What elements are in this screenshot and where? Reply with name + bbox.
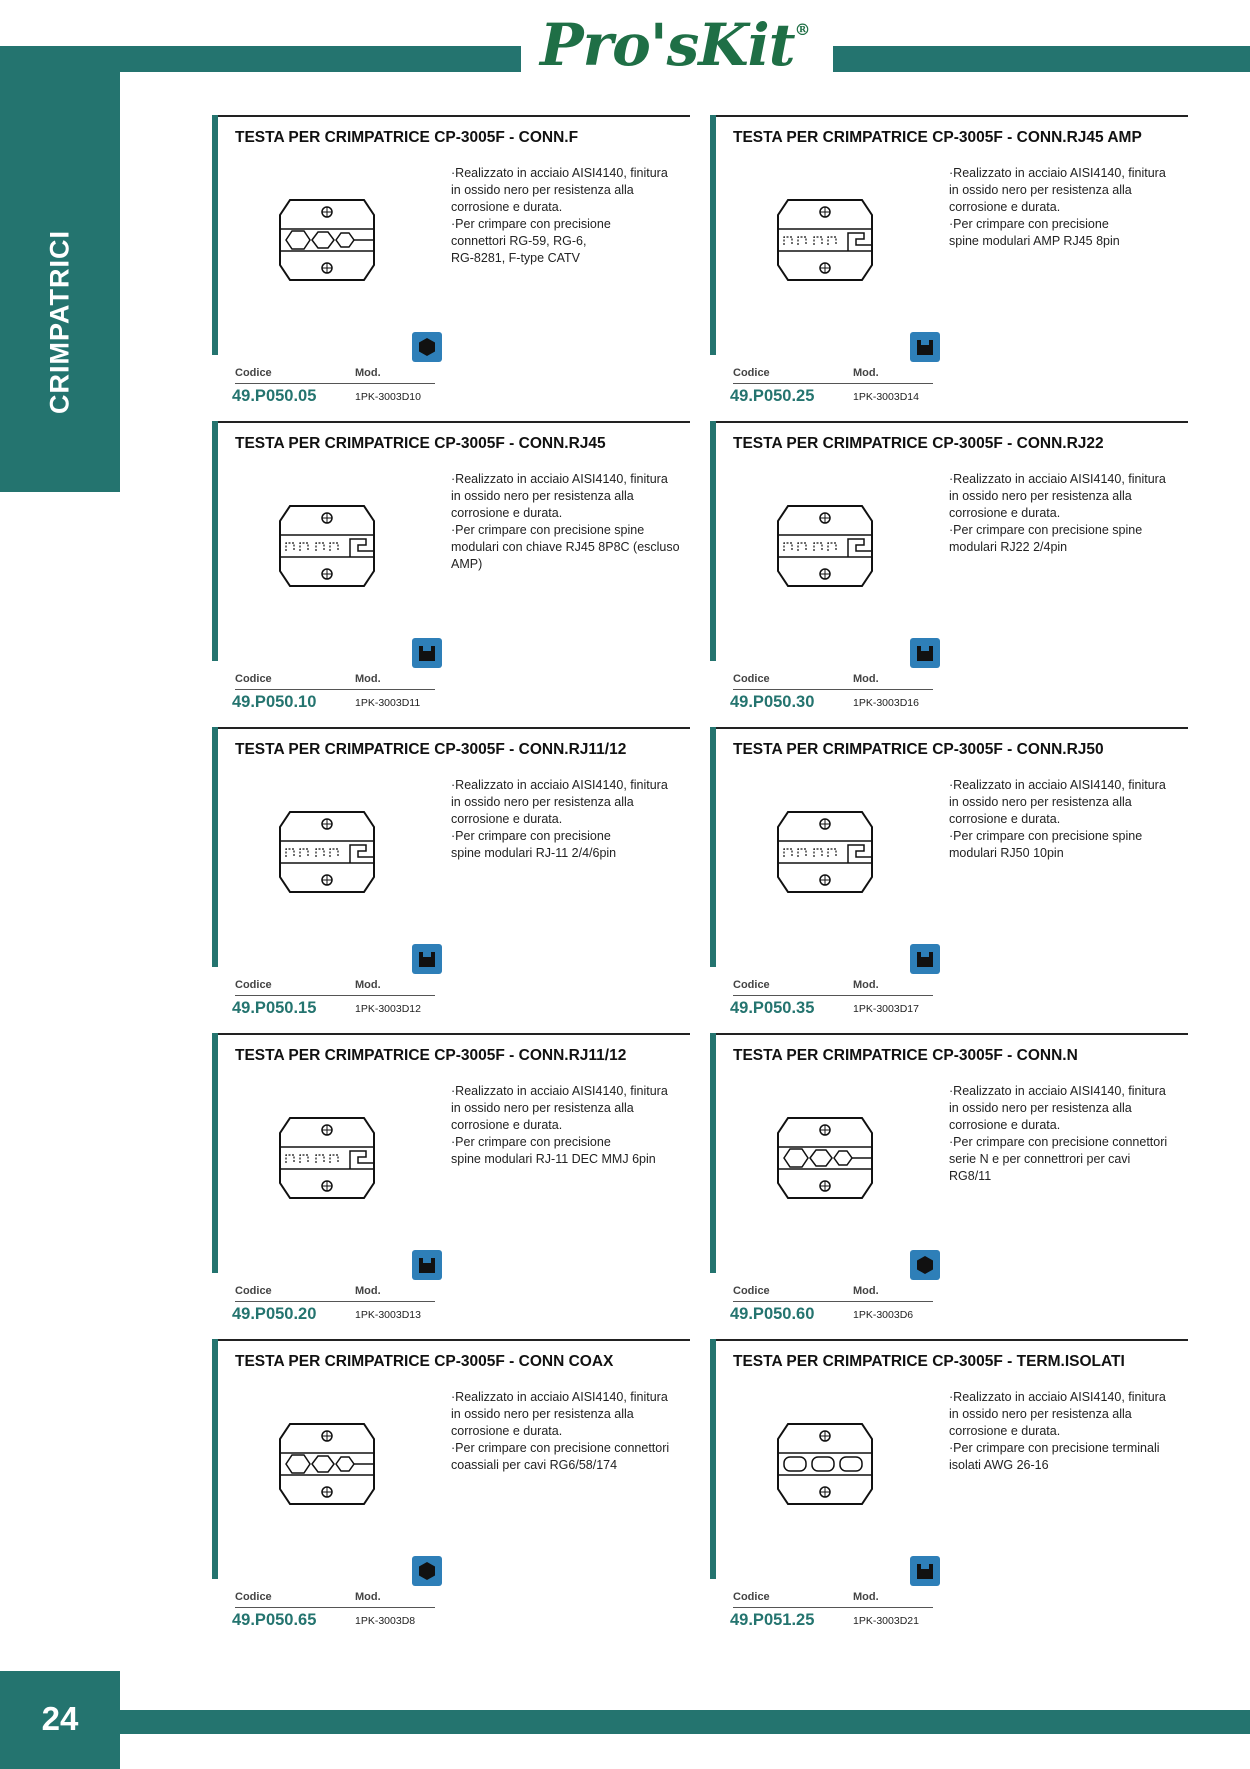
product-title: TESTA PER CRIMPATRICE CP-3005F - TERM.ISOLATI xyxy=(733,1353,1125,1370)
product-code: 49.P050.65 xyxy=(232,1611,317,1629)
card-accent-bar xyxy=(710,1033,716,1273)
modular-profile-icon xyxy=(412,638,442,668)
product-code: 49.P050.60 xyxy=(730,1305,815,1323)
header-bar-right xyxy=(833,46,1250,72)
product-title: TESTA PER CRIMPATRICE CP-3005F - CONN.RJ11/12 xyxy=(235,741,627,758)
codice-label: Codice xyxy=(235,1285,272,1297)
mod-label: Mod. xyxy=(355,979,381,991)
codice-label: Codice xyxy=(733,673,770,685)
product-card xyxy=(710,1339,1188,1629)
product-card xyxy=(212,421,690,711)
code-rule xyxy=(733,995,933,996)
code-rule xyxy=(733,1607,933,1608)
mod-label: Mod. xyxy=(853,367,879,379)
product-code: 49.P050.10 xyxy=(232,693,317,711)
product-card xyxy=(212,115,690,405)
codice-label: Codice xyxy=(733,1591,770,1603)
card-accent-bar xyxy=(710,1339,716,1579)
card-top-rule xyxy=(212,115,690,117)
card-accent-bar xyxy=(710,421,716,661)
modular-die-icon xyxy=(272,797,382,907)
modular-die-icon xyxy=(272,491,382,601)
header-bar-left xyxy=(0,46,521,72)
card-top-rule xyxy=(212,421,690,423)
card-top-rule xyxy=(710,421,1188,423)
codice-label: Codice xyxy=(733,367,770,379)
product-description: ·Realizzato in acciaio AISI4140, finitura in ossido nero per resistenza alla corrosione e durata. ·Per crimpare con precisione spine modulari RJ22 2/4pin xyxy=(949,472,1166,554)
product-description: ·Realizzato in acciaio AISI4140, finitura in ossido nero per resistenza alla corrosione e durata. ·Per crimpare con precisione connettori coassiali per cavi RG6/58/174 xyxy=(451,1390,670,1472)
codice-label: Codice xyxy=(235,367,272,379)
code-rule xyxy=(733,1301,933,1302)
product-code: 49.P050.05 xyxy=(232,387,317,405)
product-model: 1PK-3003D14 xyxy=(853,391,919,403)
product-card xyxy=(710,115,1188,405)
card-top-rule xyxy=(212,1339,690,1341)
product-description: ·Realizzato in acciaio AISI4140, finitura in ossido nero per resistenza alla corrosione e durata. ·Per crimpare con precisione spine modulari con chiave RJ45 8P8C (escluso AMP) xyxy=(451,472,680,571)
mod-label: Mod. xyxy=(355,1591,381,1603)
product-title: TESTA PER CRIMPATRICE CP-3005F - CONN COAX xyxy=(235,1353,614,1370)
hex-die-icon xyxy=(770,1103,880,1213)
code-rule xyxy=(235,1607,435,1608)
product-model: 1PK-3003D13 xyxy=(355,1309,421,1321)
hex-die-icon xyxy=(272,185,382,295)
footer-bar xyxy=(120,1710,1250,1734)
card-accent-bar xyxy=(212,727,218,967)
product-code: 49.P051.25 xyxy=(730,1611,815,1629)
hex-profile-icon xyxy=(412,1556,442,1586)
card-accent-bar xyxy=(212,421,218,661)
card-top-rule xyxy=(212,1033,690,1035)
product-code: 49.P050.30 xyxy=(730,693,815,711)
code-rule xyxy=(733,383,933,384)
product-model: 1PK-3003D12 xyxy=(355,1003,421,1015)
registered-mark: ® xyxy=(794,20,810,39)
product-model: 1PK-3003D17 xyxy=(853,1003,919,1015)
mod-label: Mod. xyxy=(853,1285,879,1297)
codice-label: Codice xyxy=(733,1285,770,1297)
mod-label: Mod. xyxy=(853,979,879,991)
mod-label: Mod. xyxy=(355,367,381,379)
modular-profile-icon xyxy=(910,1556,940,1586)
card-top-rule xyxy=(710,1339,1188,1341)
product-code: 49.P050.20 xyxy=(232,1305,317,1323)
product-title: TESTA PER CRIMPATRICE CP-3005F - CONN.RJ45 xyxy=(235,435,606,452)
code-rule xyxy=(235,689,435,690)
product-description: ·Realizzato in acciaio AISI4140, finitura in ossido nero per resistenza alla corrosione e durata. ·Per crimpare con precisione spine modulari RJ-11 2/4/6pin xyxy=(451,778,668,860)
product-code: 49.P050.35 xyxy=(730,999,815,1017)
product-description: ·Realizzato in acciaio AISI4140, finitura in ossido nero per resistenza alla corrosione e durata. ·Per crimpare con precisione spine modulari RJ50 10pin xyxy=(949,778,1166,860)
card-top-rule xyxy=(710,1033,1188,1035)
product-model: 1PK-3003D10 xyxy=(355,391,421,403)
page-number: 24 xyxy=(41,1700,79,1737)
product-card xyxy=(710,421,1188,711)
hex-profile-icon xyxy=(412,332,442,362)
codice-label: Codice xyxy=(235,1591,272,1603)
product-model: 1PK-3003D21 xyxy=(853,1615,919,1627)
modular-profile-icon xyxy=(910,332,940,362)
card-top-rule xyxy=(710,727,1188,729)
product-title: TESTA PER CRIMPATRICE CP-3005F - CONN.RJ50 xyxy=(733,741,1104,758)
product-code: 49.P050.25 xyxy=(730,387,815,405)
hex-die-icon xyxy=(272,1409,382,1519)
product-model: 1PK-3003D8 xyxy=(355,1615,416,1627)
section-label: CRIMPATRICI xyxy=(44,230,75,414)
product-card xyxy=(710,727,1188,1017)
product-model: 1PK-3003D11 xyxy=(355,697,421,709)
card-accent-bar xyxy=(212,1033,218,1273)
product-card xyxy=(710,1033,1188,1323)
modular-profile-icon xyxy=(910,638,940,668)
product-model: 1PK-3003D6 xyxy=(853,1309,914,1321)
card-accent-bar xyxy=(710,727,716,967)
modular-die-icon xyxy=(272,1103,382,1213)
modular-profile-icon xyxy=(412,1250,442,1280)
product-title: TESTA PER CRIMPATRICE CP-3005F - CONN.RJ45 AMP xyxy=(733,129,1142,146)
modular-die-icon xyxy=(770,185,880,295)
codice-label: Codice xyxy=(235,673,272,685)
card-top-rule xyxy=(710,115,1188,117)
brand-name: Pro'sKit xyxy=(540,11,795,79)
product-description: ·Realizzato in acciaio AISI4140, finitura in ossido nero per resistenza alla corrosione e durata. ·Per crimpare con precisione spine modulari RJ-11 DEC MMJ 6pin xyxy=(451,1084,668,1166)
card-accent-bar xyxy=(710,115,716,355)
product-title: TESTA PER CRIMPATRICE CP-3005F - CONN.N xyxy=(733,1047,1078,1064)
mod-label: Mod. xyxy=(853,1591,879,1603)
code-rule xyxy=(235,383,435,384)
codice-label: Codice xyxy=(235,979,272,991)
product-title: TESTA PER CRIMPATRICE CP-3005F - CONN.RJ11/12 xyxy=(235,1047,627,1064)
card-accent-bar xyxy=(212,1339,218,1579)
modular-die-icon xyxy=(770,491,880,601)
product-title: TESTA PER CRIMPATRICE CP-3005F - CONN.RJ22 xyxy=(733,435,1104,452)
product-card xyxy=(212,727,690,1017)
code-rule xyxy=(235,1301,435,1302)
product-title: TESTA PER CRIMPATRICE CP-3005F - CONN.F xyxy=(235,129,579,146)
brand-logo xyxy=(540,10,840,80)
product-description: ·Realizzato in acciaio AISI4140, finitura in ossido nero per resistenza alla corrosione e durata. ·Per crimpare con precisione terminali isolati AWG 26-16 xyxy=(949,1390,1166,1472)
code-rule xyxy=(733,689,933,690)
modular-die-icon xyxy=(770,797,880,907)
modular-profile-icon xyxy=(910,944,940,974)
product-card xyxy=(212,1339,690,1629)
mod-label: Mod. xyxy=(355,673,381,685)
product-description: ·Realizzato in acciaio AISI4140, finitura in ossido nero per resistenza alla corrosione e durata. ·Per crimpare con precisione connettori serie N e per connettrori per cavi RG8/11 xyxy=(949,1084,1168,1183)
hex-profile-icon xyxy=(910,1250,940,1280)
card-top-rule xyxy=(212,727,690,729)
codice-label: Codice xyxy=(733,979,770,991)
product-card xyxy=(212,1033,690,1323)
code-rule xyxy=(235,995,435,996)
terminal-die-icon xyxy=(770,1409,880,1519)
card-accent-bar xyxy=(212,115,218,355)
product-description: ·Realizzato in acciaio AISI4140, finitura in ossido nero per resistenza alla corrosione e durata. ·Per crimpare con precisione connettori RG-59, RG-6, RG-8281, F-type CATV xyxy=(451,166,668,265)
modular-profile-icon xyxy=(412,944,442,974)
product-model: 1PK-3003D16 xyxy=(853,697,919,709)
mod-label: Mod. xyxy=(355,1285,381,1297)
product-code: 49.P050.15 xyxy=(232,999,317,1017)
mod-label: Mod. xyxy=(853,673,879,685)
product-description: ·Realizzato in acciaio AISI4140, finitura in ossido nero per resistenza alla corrosione e durata. ·Per crimpare con precisione spine modulari AMP RJ45 8pin xyxy=(949,166,1166,248)
